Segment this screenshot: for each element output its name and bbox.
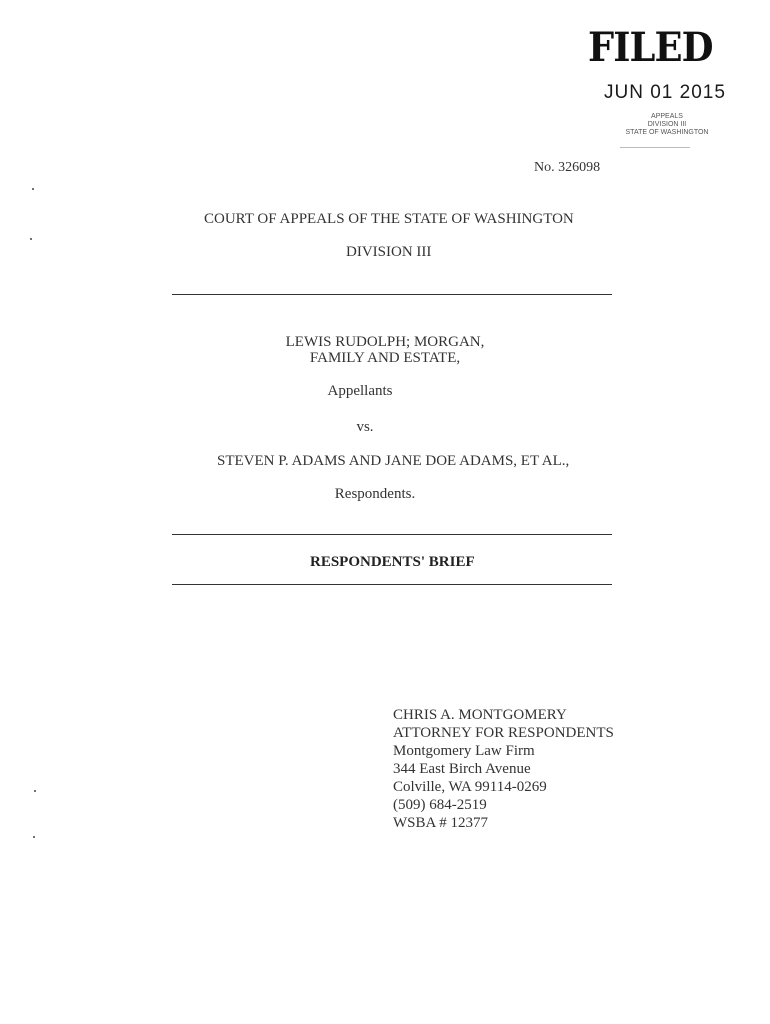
appellant-role: Appellants	[327, 383, 393, 399]
brief-title: RESPONDENTS' BRIEF	[310, 554, 475, 570]
attorney-role: ATTORNEY FOR RESPONDENTS	[393, 725, 614, 741]
appellant-name-line-1: LEWIS RUDOLPH; MORGAN,	[285, 334, 485, 350]
court-name: COURT OF APPEALS OF THE STATE OF WASHINGTON	[204, 211, 574, 227]
attorney-name: CHRIS A. MONTGOMERY	[393, 707, 567, 723]
scan-speck	[33, 836, 35, 838]
docket-number: No. 326098	[534, 160, 601, 175]
address-street: 344 East Birch Avenue	[393, 761, 531, 777]
court-division: DIVISION III	[346, 244, 432, 260]
respondent-name: STEVEN P. ADAMS AND JANE DOE ADAMS, ET AL.,	[217, 453, 570, 469]
law-firm-name: Montgomery Law Firm	[393, 743, 535, 759]
filed-stamp-court	[612, 113, 722, 137]
wsba-number: WSBA # 12377	[393, 815, 489, 831]
stamp-court-line-1: APPEALS	[651, 113, 683, 120]
filed-stamp-text: FILED	[588, 24, 713, 71]
title-divider-bottom	[172, 584, 612, 585]
stamp-court-line-2: DIVISION III	[647, 121, 687, 128]
scan-speck	[30, 238, 32, 240]
respondent-role: Respondents.	[334, 486, 416, 502]
attorney-block	[393, 706, 614, 832]
scan-speck	[32, 188, 34, 190]
address-city: Colville, WA 99114-0269	[393, 779, 547, 795]
appellant-name-line-2: FAMILY AND ESTATE,	[309, 350, 461, 366]
phone-number: (509) 684-2519	[393, 797, 487, 813]
caption-divider-top	[172, 294, 612, 295]
title-divider-top	[172, 534, 612, 535]
filed-stamp-date: JUN 01 2015	[604, 82, 726, 103]
stamp-underline	[620, 147, 690, 148]
stamp-court-line-3: STATE OF WASHINGTON	[625, 129, 709, 136]
scan-speck	[34, 790, 36, 792]
versus-label: vs.	[356, 419, 374, 435]
